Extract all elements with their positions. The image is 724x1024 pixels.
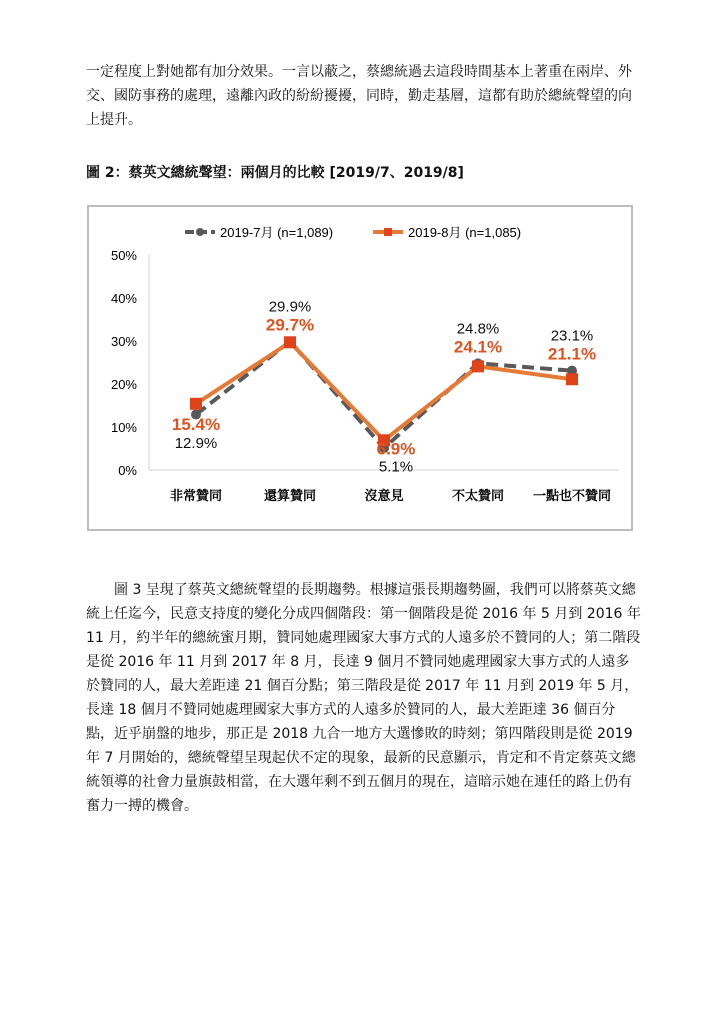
x-categories xyxy=(170,488,611,504)
data-label-jul: 29.9% xyxy=(268,298,312,316)
data-label-jul: 23.1% xyxy=(550,327,594,345)
line-chart xyxy=(89,207,631,529)
figure-title: 圖 2：蔡英文總統聲望：兩個月的比較 [2019/7、2019/8] xyxy=(86,165,464,181)
legend xyxy=(185,225,521,240)
x-category-label: 不太贊同 xyxy=(451,489,505,504)
series-aug xyxy=(190,336,578,446)
data-label-aug: 15.4% xyxy=(171,414,221,434)
data-labels xyxy=(172,298,596,475)
data-label-aug: 6.9% xyxy=(376,439,416,459)
point-aug xyxy=(566,373,578,385)
data-label-aug: 21.1% xyxy=(547,344,597,364)
legend-label-jul: 2019-7月 (n=1,089) xyxy=(220,225,334,240)
y-tick-label: 40% xyxy=(110,291,137,306)
point-aug xyxy=(190,398,202,410)
y-tick-label: 30% xyxy=(110,334,137,349)
x-category-label: 非常贊同 xyxy=(169,489,223,504)
x-category-label: 還算贊同 xyxy=(263,489,317,504)
y-tick-label: 10% xyxy=(110,420,137,435)
y-tick-label: 0% xyxy=(118,463,137,478)
data-label-aug: 24.1% xyxy=(453,337,503,357)
data-label-jul: 24.8% xyxy=(456,320,500,338)
y-tick-label: 50% xyxy=(110,248,137,263)
x-category-label: 一點也不贊同 xyxy=(532,489,612,504)
series-line-aug xyxy=(196,342,572,440)
y-ticks xyxy=(111,248,137,478)
legend-label-aug: 2019-8月 (n=1,085) xyxy=(408,225,522,240)
point-aug xyxy=(284,336,296,348)
paragraph-top: 一定程度上對她都有加分效果。一言以蔽之，蔡總統過去這段時間基本上著重在兩岸、外交、國防事務的處理，遠離內政的紛紛擾擾，同時，勤走基層，這都有助於總統聲望的向上提升。 xyxy=(86,64,632,128)
paragraph-bottom: 圖 3 呈現了蔡英文總統聲望的長期趨勢。根據這張長期趨勢圖，我們可以將蔡英文總統上任迄今，民意支持度的變化分成四個階段：第一個階段是從 2016 年 5 月到 2016 年 11 月，約半年的總統蜜月期，贊同她處理國家大事方式的人遠多於不贊同的人；第二階段是從 2016 年 11 月到 2017 年 8 月，長達 9 個月不贊同她處理國家大事方式的人遠多於贊同的人，最大差距達 21 個百分點；第三階段是從 2017 年 11 月到 2019 年 5 月，長達 18 個月不贊同她處理國家大事方式的人遠多於贊同的人，最大差距達 36 個百分點，近乎崩盤的地步，那正是 2018 九合一地方大選慘敗的時刻；第四階段則是從 2019 年 7 月開始的，總統聲望呈現起伏不定的現象，最新的民意顯示，肯定和不肯定蔡英文總統領導的社會力量旗鼓相當，在大選年剩不到五個月的現在，這暗示她在連任的路上仍有奮力一搏的機會。 xyxy=(86,582,641,814)
data-label-aug: 29.7% xyxy=(265,315,315,335)
point-aug xyxy=(472,360,484,372)
legend-item-jul xyxy=(185,225,333,240)
chart-frame xyxy=(87,205,633,531)
y-tick-label: 20% xyxy=(110,377,137,392)
legend-item-aug xyxy=(373,225,521,240)
data-label-jul: 5.1% xyxy=(378,458,414,476)
legend-marker-jul xyxy=(196,228,204,236)
series-line-jul xyxy=(196,341,572,448)
data-label-jul: 12.9% xyxy=(174,434,218,452)
x-category-label: 沒意見 xyxy=(364,489,404,504)
legend-marker-aug xyxy=(384,228,392,236)
